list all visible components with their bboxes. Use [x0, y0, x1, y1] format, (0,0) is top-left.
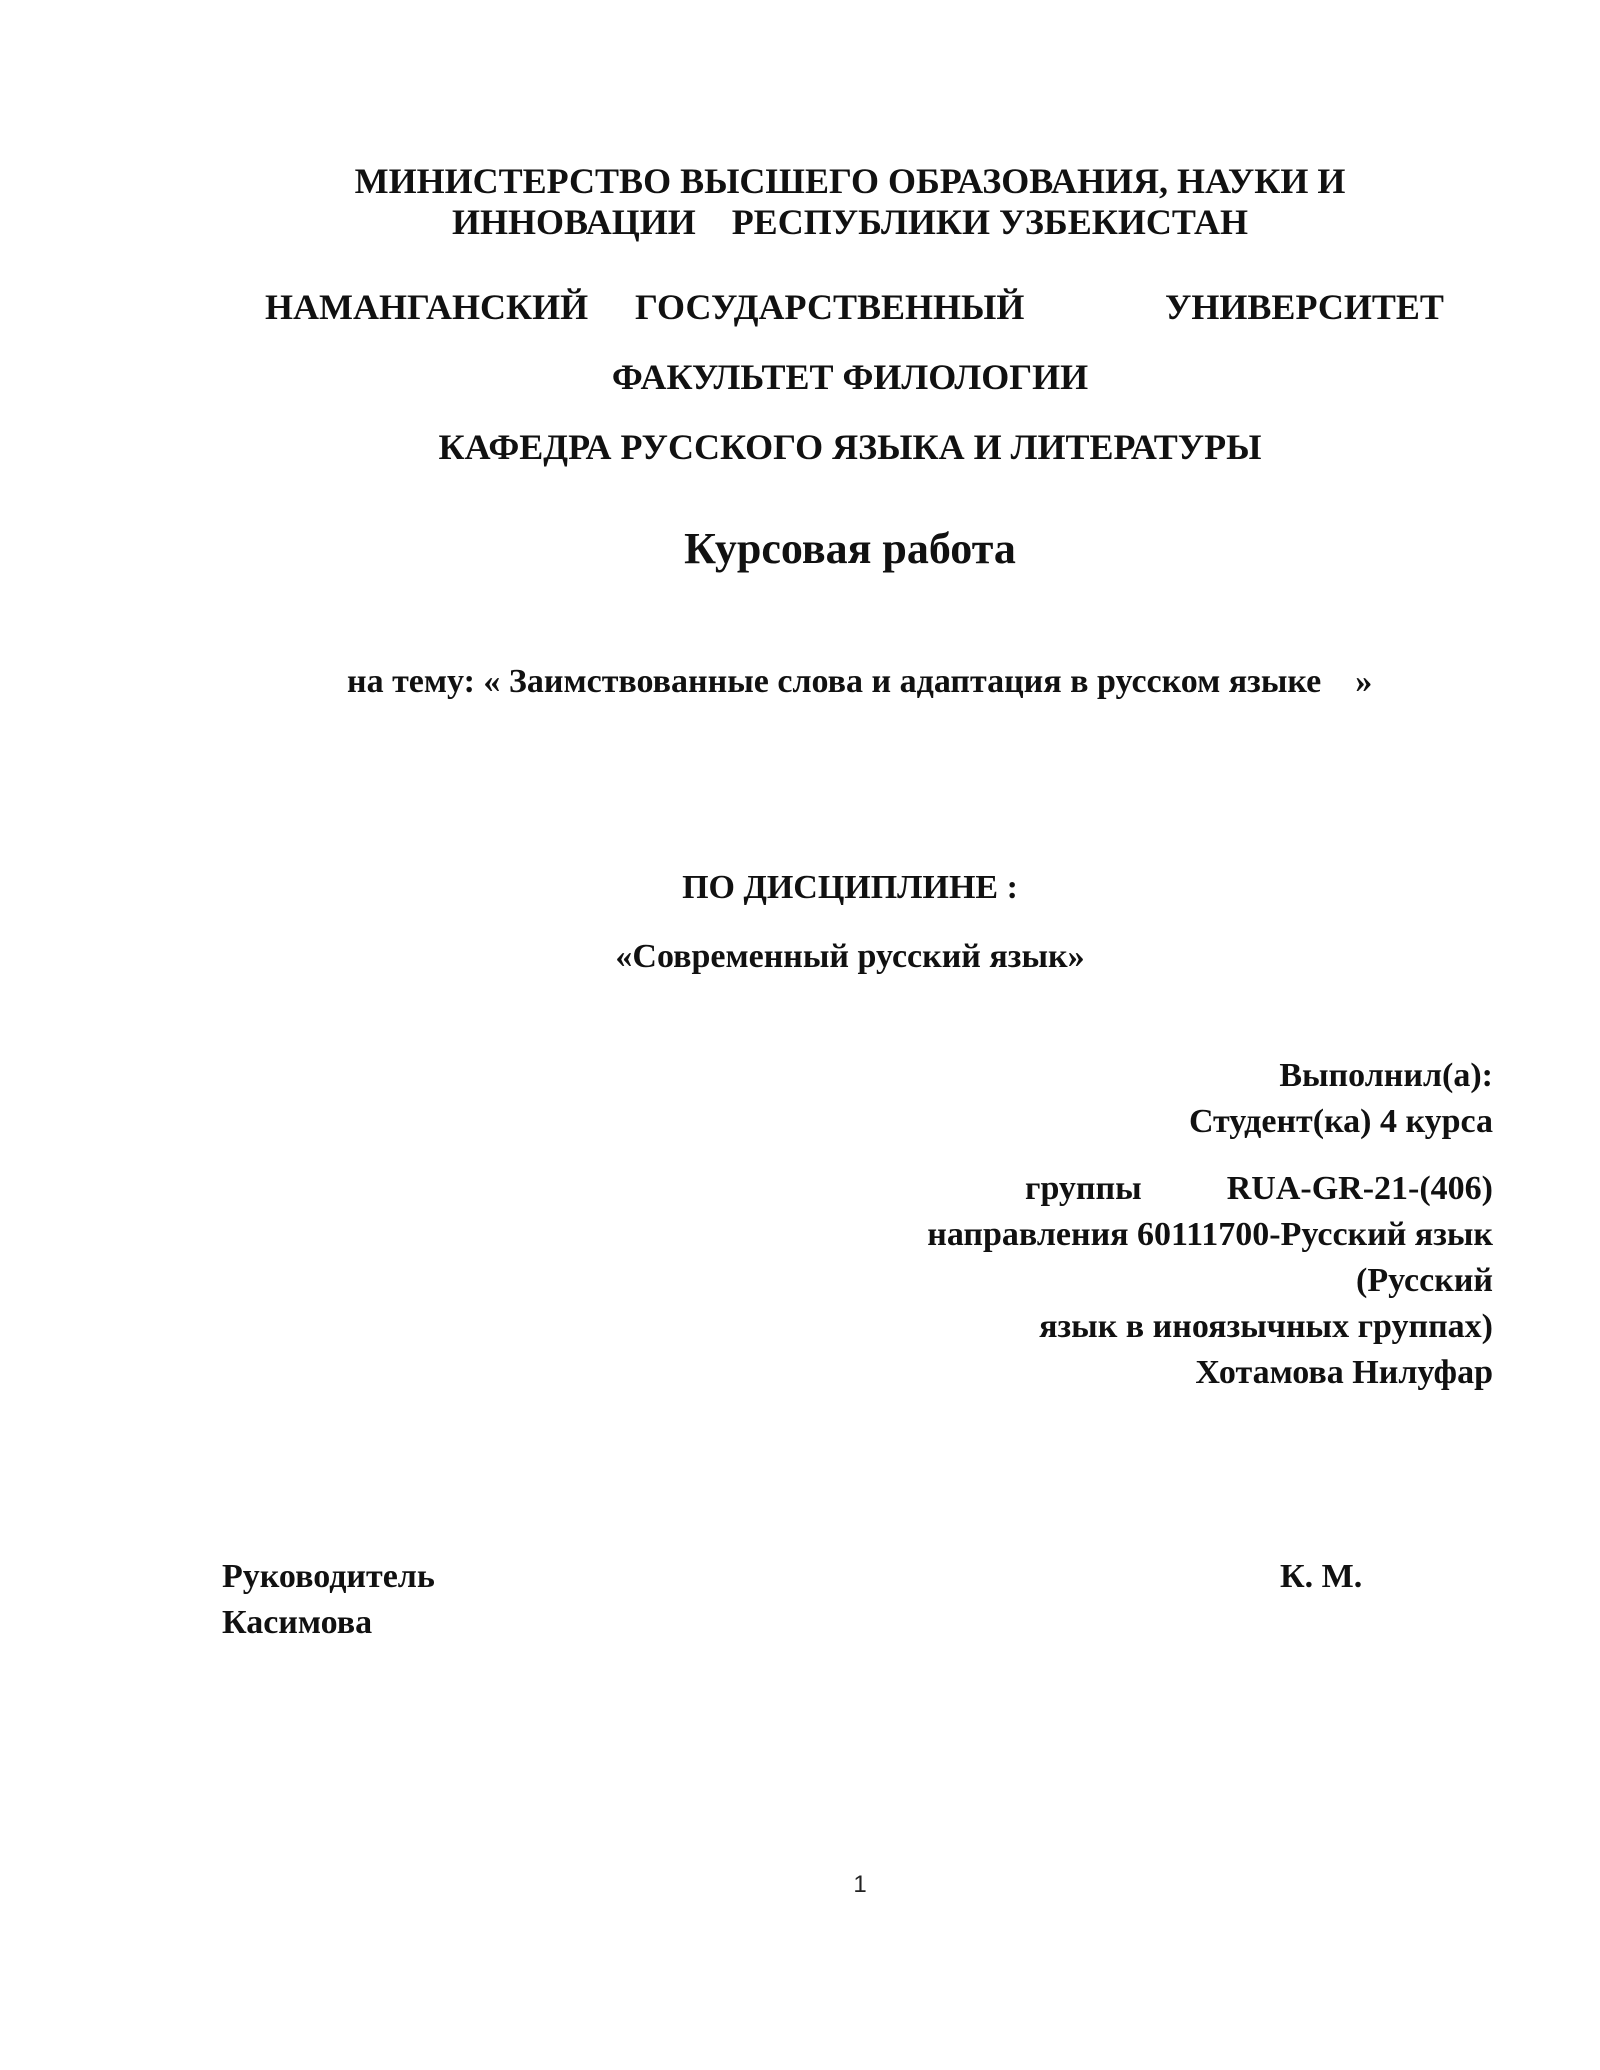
page-number: 1	[853, 1871, 867, 1898]
student-name: Хотамова Нилуфар	[1195, 1354, 1493, 1391]
document-title: Курсовая работа	[684, 524, 1016, 573]
university-name-part-3: УНИВЕРСИТЕТ	[1165, 287, 1444, 327]
student-course: Студент(ка) 4 курса	[1188, 1103, 1493, 1140]
discipline-label: ПО ДИСЦИПЛИНЕ :	[682, 869, 1018, 906]
direction-cont-2: язык в иноязычных группах)	[1039, 1308, 1493, 1345]
university-name-part-1: НАМАНГАНСКИЙ	[265, 287, 589, 327]
supervisor-label: Руководитель	[222, 1558, 435, 1595]
supervisor-initials: К. М.	[1280, 1558, 1363, 1595]
group-label: группы	[1025, 1170, 1142, 1207]
performed-by-label: Выполнил(а):	[1279, 1057, 1493, 1094]
ministry-line-2: ИННОВАЦИИ РЕСПУБЛИКИ УЗБЕКИСТАН	[451, 202, 1249, 242]
group-code: RUA-GR-21-(406)	[1226, 1170, 1493, 1207]
faculty-name: ФАКУЛЬТЕТ ФИЛОЛОГИИ	[611, 357, 1089, 397]
department-name: КАФЕДРА РУССКОГО ЯЗЫКА И ЛИТЕРАТУРЫ	[438, 427, 1262, 467]
discipline-name: «Современный русский язык»	[615, 938, 1085, 975]
university-name-part-2: ГОСУДАРСТВЕННЫЙ	[635, 287, 1025, 327]
direction-line: направления 60111700-Русский язык	[927, 1216, 1493, 1253]
topic-line: на тему: « Заимствованные слова и адаптация в русском языке »	[347, 663, 1373, 700]
direction-cont-1: (Русский	[1356, 1262, 1493, 1299]
supervisor-surname: Касимова	[222, 1604, 373, 1641]
ministry-line-1: МИНИСТЕРСТВО ВЫСШЕГО ОБРАЗОВАНИЯ, НАУКИ И	[354, 161, 1346, 201]
